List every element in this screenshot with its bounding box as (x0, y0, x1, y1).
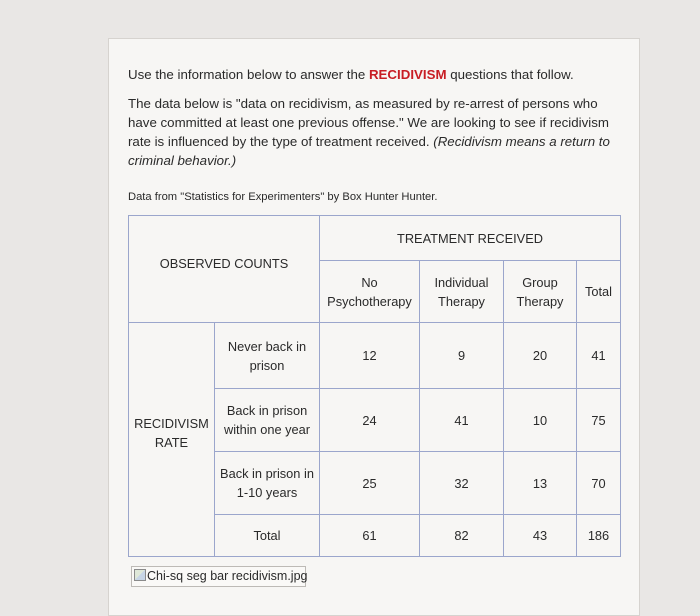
broken-image-icon (134, 569, 146, 581)
observed-counts-table (128, 215, 621, 557)
row-label-never-back: Never back in prison (215, 323, 320, 389)
cell-total: 70 (577, 452, 621, 515)
cell-value: 10 (504, 389, 577, 452)
data-source: Data from "Statistics for Experimenters" by Box Hunter Hunter. (128, 191, 438, 203)
instruction-line: Use the information below to answer the RECIDIVISM questions that follow. (128, 67, 574, 82)
broken-image-placeholder[interactable] (131, 566, 306, 587)
col-header-no-psychotherapy: No Psychotherapy (320, 261, 420, 323)
recidivism-rate-label: RECIDIVISM RATE (129, 323, 215, 557)
recidivism-definition: (Recidivism means a return to criminal behavior.) (128, 134, 610, 168)
cell-value: 24 (320, 389, 420, 452)
cell-value: 25 (320, 452, 420, 515)
col-header-total: Total (577, 261, 621, 323)
observed-counts-label: OBSERVED COUNTS (129, 216, 320, 323)
cell-value: 41 (420, 389, 504, 452)
cell-value: 13 (504, 452, 577, 515)
instructions (128, 65, 628, 170)
table-row (129, 323, 621, 389)
cell-total: 75 (577, 389, 621, 452)
cell-value: 61 (320, 515, 420, 557)
col-header-individual-therapy: Individual Therapy (420, 261, 504, 323)
cell-grand-total: 186 (577, 515, 621, 557)
data-description: The data below is "data on recidivism, as measured by re-arrest of persons who have committed at least one previous offense." We are looking to see if recidivism rate is influenced by the type of treatment received. (Recidivism means a return to criminal behavior.) (128, 96, 610, 168)
cell-value: 12 (320, 323, 420, 389)
cell-value: 82 (420, 515, 504, 557)
image-alt-text: Chi-sq seg bar recidivism.jpg (147, 569, 308, 583)
row-label-total: Total (215, 515, 320, 557)
question-panel (108, 38, 640, 616)
cell-total: 41 (577, 323, 621, 389)
cell-value: 9 (420, 323, 504, 389)
cell-value: 32 (420, 452, 504, 515)
cell-value: 20 (504, 323, 577, 389)
col-header-group-therapy: Group Therapy (504, 261, 577, 323)
recidivism-keyword: RECIDIVISM (368, 67, 447, 82)
cell-value: 43 (504, 515, 577, 557)
row-label-within-one-year: Back in prison within one year (215, 389, 320, 452)
treatment-received-header: TREATMENT RECEIVED (320, 216, 621, 261)
row-label-one-to-ten-years: Back in prison in 1-10 years (215, 452, 320, 515)
